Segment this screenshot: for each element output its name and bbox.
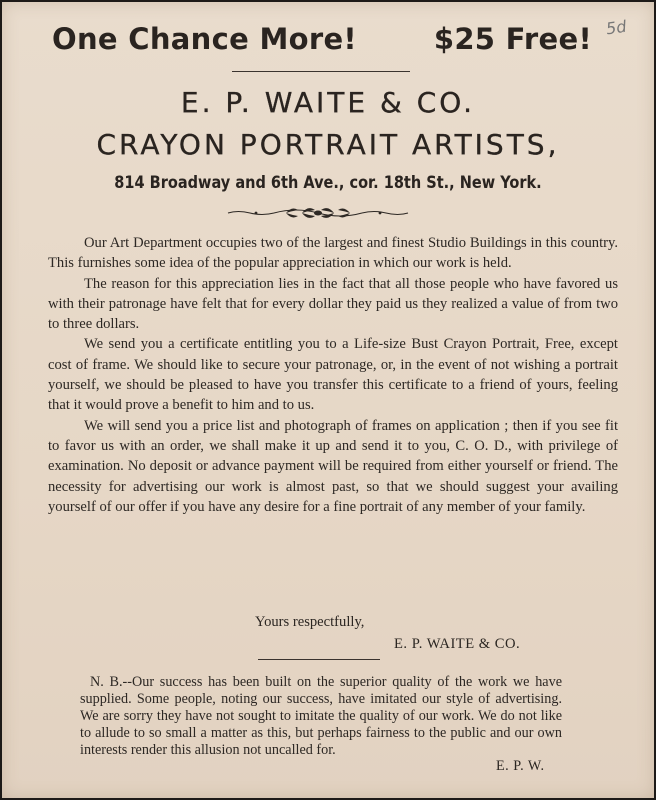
leaf-scroll-ornament-icon (226, 203, 410, 223)
nota-bene-initials: E. P. W. (496, 758, 545, 774)
divider-rule (232, 71, 410, 72)
letter-body (48, 233, 618, 517)
headline-left: One Chance More! (52, 22, 357, 56)
paragraph: The reason for this appreciation lies in the fact that all those people who have favored us with their patronage have felt that for every dollar they paid us they realized a value of from two to three dollars. (48, 275, 618, 333)
paragraph: Our Art Department occupies two of the largest and finest Studio Buildings in this country. This furnishes some idea of the popular appreciation in which our work is held. (48, 235, 618, 272)
signature: E. P. WAITE & CO. (394, 636, 521, 652)
headline-right: $25 Free! (433, 22, 592, 56)
paragraph: We send you a certificate entitling you to a Life-size Bust Crayon Portrait, Free, except cost of frame. We should like to secure your patronage, or, in the event of not wishing a portrait yourself, we should be pleased to have you transfer this certificate to a friend of yours, feeling that it would prove a benefit to him and to us. (48, 336, 618, 414)
pencil-note: 5d (604, 16, 628, 39)
nota-bene (80, 674, 562, 759)
divider-rule (258, 659, 380, 660)
firm-address: 814 Broadway and 6th Ave., cor. 18th St., New York. (114, 173, 542, 192)
paragraph: We will send you a price list and photograph of frames on application ; then if you see fit to favor us with an order, we shall make it up and send it to you, C. O. D., with privilege of examination. No deposit or advance payment will be required from either yourself or friend. The necessity for advertising our work is almost past, so that we should suggest your availing yourself of our offer if you have any desire for a fine portrait of any member of your family. (48, 417, 618, 515)
headline (0, 22, 656, 56)
firm-name: E. P. WAITE & CO. (180, 86, 476, 119)
closing: Yours respectfully, (255, 614, 365, 630)
firm-trade: CRAYON PORTRAIT ARTISTS, (96, 128, 560, 161)
nota-bene-text: N. B.--Our success has been built on the superior quality of the work we have supplied. Some people, noting our success, have imitated our style of advertising. We are sorry they have not sought to imitate the quality of our work. We do not like to allude to so small a matter as this, but perhaps fairness to the public and our own interests render this allusion not uncalled for. (80, 674, 562, 758)
